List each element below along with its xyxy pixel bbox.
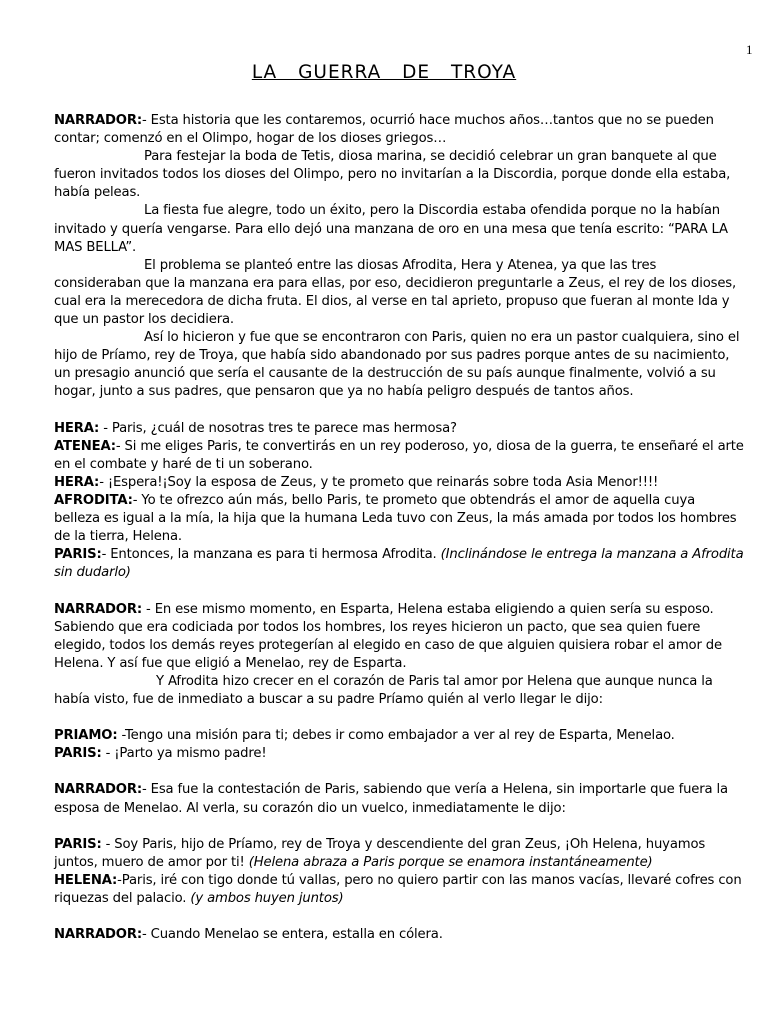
paragraph (54, 329, 744, 401)
speaker-label: HELENA: (54, 872, 118, 888)
dialogue-line (54, 601, 744, 673)
speaker-label: NARRADOR: (54, 601, 142, 617)
dialogue-line (54, 546, 744, 582)
dialogue-line (54, 781, 744, 817)
paragraph-text: Para festejar la boda de Tetis, diosa marina, se decidió celebrar un gran banquete al que fueron invitados todos los dioses del Olimpo, pero no invitarían a la Discordia, porque donde ella estaba, había peleas. (54, 149, 731, 201)
speaker-label: NARRADOR: (54, 782, 142, 798)
dialogue-line (54, 438, 744, 474)
speaker-label: HERA: (54, 474, 100, 490)
paragraph (54, 148, 744, 202)
dialogue-text: - Entonces, la manzana es para ti hermosa Afrodita. (101, 547, 437, 563)
dialogue-text: - Soy Paris, hijo de Príamo, rey de Troya y descendiente del gran Zeus, ¡Oh Helena, huyamos juntos, muero de amor por ti! (54, 836, 706, 870)
dialogue-line (54, 926, 744, 944)
stage-direction: (Helena abraza a Paris porque se enamora instantáneamente) (248, 854, 653, 870)
dialogue-text: - Cuando Menelao se entera, estalla en cólera. (142, 927, 443, 943)
dialogue-text: - Yo te ofrezco aún más, bello Paris, te prometo que obtendrás el amor de aquella cuya belleza es igual a la mía, la hija que la humana Leda tuvo con Zeus, la más amada por todos los hombres de la tierra, Helena. (54, 492, 737, 545)
speaker-label: PARIS: (54, 836, 102, 852)
speaker-label: NARRADOR: (54, 113, 142, 128)
paragraph (54, 202, 744, 256)
document-body (54, 112, 744, 944)
paragraph-text: Así lo hicieron y fue que se encontraron con Paris, quien no era un pastor cualquiera, sino el hijo de Príamo, rey de Troya, que había sido abandonado por sus padres porque antes de su nacimiento, un presagio anunció que sería el causante de la destrucción de su país aunque finalmente, volvió a su hogar, junto a sus padres, que pensaron que ya no había peligro después de tantos años. (54, 330, 740, 400)
paragraph-text: - Esta historia que les contaremos, ocurrió hace muchos años…tantos que no se pueden contar; comenzó en el Olimpo, hogar de los dioses griegos… (54, 113, 714, 147)
dialogue-line (54, 727, 744, 745)
stage-direction: (y ambos huyen juntos) (190, 891, 344, 907)
stage-direction: (Inclinándose le entrega la manzana a Afrodita sin dudarlo) (54, 547, 744, 581)
speaker-label: AFRODITA: (54, 492, 133, 508)
speaker-label: PARIS: (54, 746, 102, 762)
dialogue-line (54, 474, 744, 492)
page-title: LA GUERRA DE TROYA (251, 62, 517, 83)
paragraph (54, 112, 744, 148)
dialogue-line (54, 872, 744, 908)
paragraph-text: El problema se planteó entre las diosas Afrodita, Hera y Atenea, ya que las tres consideraban que la manzana era para ellas, por eso, decidieron preguntarle a Zeus, el rey de los dioses, cual era la merecedora de dicha fruta. El dios, al verse en tal aprieto, propuso que fueran al monte Ida y que un pastor los decidiera. (54, 257, 737, 328)
dialogue-text: - Paris, ¿cuál de nosotras tres te parece mas hermosa? (99, 420, 457, 436)
dialogue-text: - En ese mismo momento, en Esparta, Helena estaba eligiendo a quien sería su esposo. Sabiendo que era codiciada por todos los hombres, los reyes hicieron un pacto, que sea quien fuere elegido, todos los demás reyes protegerían al elegido en caso de que alguien quisiera robar el amor de Helena. Y así fue que eligió a Menelao, rey de Esparta. (54, 601, 722, 671)
paragraph-text: Y Afrodita hizo crecer en el corazón de Paris tal amor por Helena que aunque nunca la había visto, fue de inmediato a buscar a su padre Príamo quién al verlo llegar le dijo: (54, 673, 713, 707)
dialogue-line (54, 420, 744, 438)
dialogue-line (54, 836, 744, 872)
paragraph (54, 257, 744, 329)
dialogue-text: - Esa fue la contestación de Paris, sabiendo que vería a Helena, sin importarle que fuera la esposa de Menelao. Al verla, su corazón dio un vuelco, inmediatamente le dijo: (54, 782, 728, 816)
dialogue-text: - ¡Espera!¡Soy la esposa de Zeus, y te prometo que reinarás sobre toda Asia Menor!!!! (99, 474, 659, 490)
dialogue-text: - Si me eliges Paris, te convertirás en un rey poderoso, yo, diosa de la guerra, te enseñaré el arte en el combate y haré de ti un soberano. (54, 438, 744, 472)
dialogue-text: -Tengo una misión para ti; debes ir como embajador a ver al rey de Esparta, Menelao. (117, 728, 675, 744)
speaker-label: NARRADOR: (54, 927, 142, 943)
paragraph (54, 673, 744, 709)
dialogue-text: - ¡Parto ya mismo padre! (101, 746, 267, 762)
page-number: 1 (746, 42, 753, 57)
paragraph-text: La fiesta fue alegre, todo un éxito, pero la Discordia estaba ofendida porque no la habían invitado y quería vengarse. Para ello dejó una manzana de oro en una mesa que tenía escrito: “PARA LA MAS BELLA”. (54, 203, 728, 255)
speaker-label: PARIS: (54, 547, 102, 563)
speaker-label: HERA: (54, 420, 100, 436)
dialogue-text: -Paris, iré con tigo donde tú vallas, pero no quiero partir con las manos vacías, llevaré cofres con riquezas del palacio. (54, 872, 742, 907)
speaker-label: PRIAMO: (54, 728, 118, 744)
dialogue-line (54, 492, 744, 546)
speaker-label: ATENEA: (54, 438, 116, 454)
dialogue-line (54, 745, 744, 763)
